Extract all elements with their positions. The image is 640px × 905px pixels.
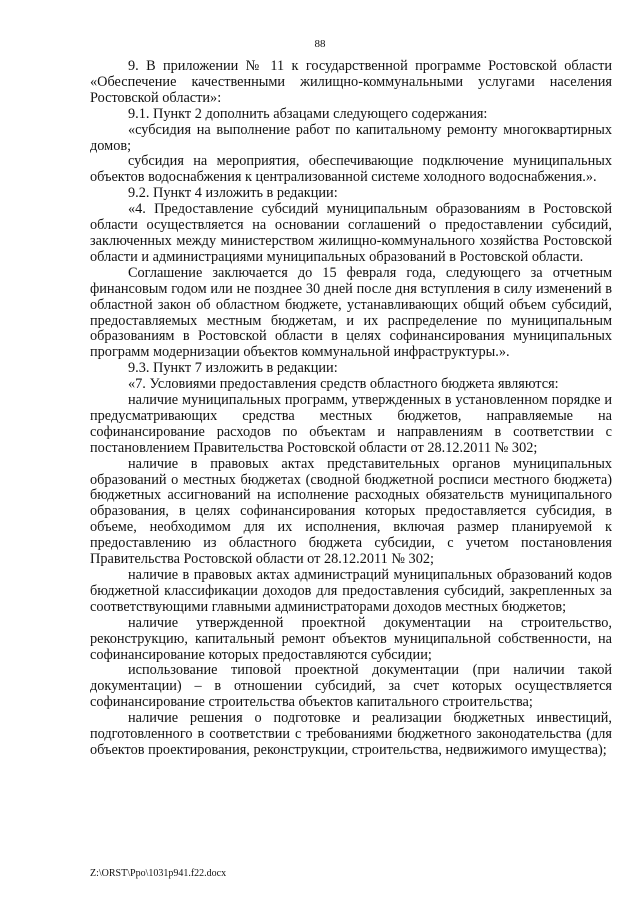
paragraph: 9.2. Пункт 4 изложить в редакции: [128, 185, 338, 202]
paragraph: 9.1. Пункт 2 дополнить абзацами следующего содержания: [128, 105, 488, 122]
page-number: 88 [314, 38, 326, 50]
paragraph: 9.3. Пункт 7 изложить в редакции: [128, 360, 338, 377]
paragraph: 9. В приложении № 11 к государственной программе Ростовской области «Обеспечение качественными жилищно-коммунальными услугами населения Ростовской области»: [90, 58, 612, 106]
paragraph: наличие муниципальных программ, утвержденных в установленном порядке и предусматривающих средства местных бюджетов, направляемые на софинансирование расходов по объектам и направлениям в соответствии с постановлением Правительства Ростовской области от 28.12.2011 № 302; [90, 392, 612, 456]
paragraph: наличие решения о подготовке и реализации бюджетных инвестиций, подготовленного в соответствии с требованиями бюджетного законодательства (для объектов проектирования, реконструкции, строительства, недвижимого имущества); [90, 710, 612, 758]
paragraph: «4. Предоставление субсидий муниципальным образованиям в Ростовской области осуществляется на основании соглашений о предоставлении субсидий, заключенных между министерством жилищно-коммунального хозяйства Ростовской области и администрациями муниципальных образований в Ростовской области. [90, 201, 612, 265]
paragraph: «субсидия на выполнение работ по капитальному ремонту многоквартирных домов; [90, 121, 612, 154]
paragraph: Соглашение заключается до 15 февраля года, следующего за отчетным финансовым годом или не позднее 30 дней после дня вступления в силу изменений в областной закон об областном бюджете, устанавливающих общий объем субсидий, предоставляемых местным бюджетам, и их распределение по муниципальным образованиям в Ростовской области в целях софинансирования муниципальных программ модернизации объектов коммунальной инфраструктуры.». [90, 264, 612, 361]
paragraph: наличие в правовых актах администраций муниципальных образований кодов бюджетной классификации доходов для предоставления субсидий, закрепленных за соответствующими главными администраторами доходов местных бюджетов; [90, 567, 612, 615]
footer-file-path: Z:\ORST\Ppo\1031p941.f22.docx [90, 868, 227, 879]
paragraph: субсидия на мероприятия, обеспечивающие подключение муниципальных объектов водоснабжения к централизованной системе холодного водоснабжения.». [90, 153, 612, 186]
document-body [90, 59, 612, 759]
paragraph: наличие утвержденной проектной документации на строительство, реконструкцию, капитальный ремонт объектов муниципальной собственности, на софинансирование которых предоставляются субсидии; [90, 614, 612, 663]
paragraph: использование типовой проектной документации (при наличии такой документации) – в отношении субсидий, за счет которых осуществляется софинансирование строительства объектов капитального строительства; [90, 662, 612, 711]
paragraph: наличие в правовых актах представительных органов муниципальных образований о местных бюджетах (сводной бюджетной росписи местного бюджета) бюджетных ассигнований на исполнение расходных обязательств муниципального образования, в целях софинансирования которых предоставляется субсидия, в объеме, необходимом для их исполнения, включая размер планируемой к предоставлению из областного бюджета субсидии, с учетом постановления Правительства Ростовской области от 28.12.2011 № 302; [90, 455, 612, 568]
paragraph: «7. Условиями предоставления средств областного бюджета являются: [128, 376, 559, 393]
